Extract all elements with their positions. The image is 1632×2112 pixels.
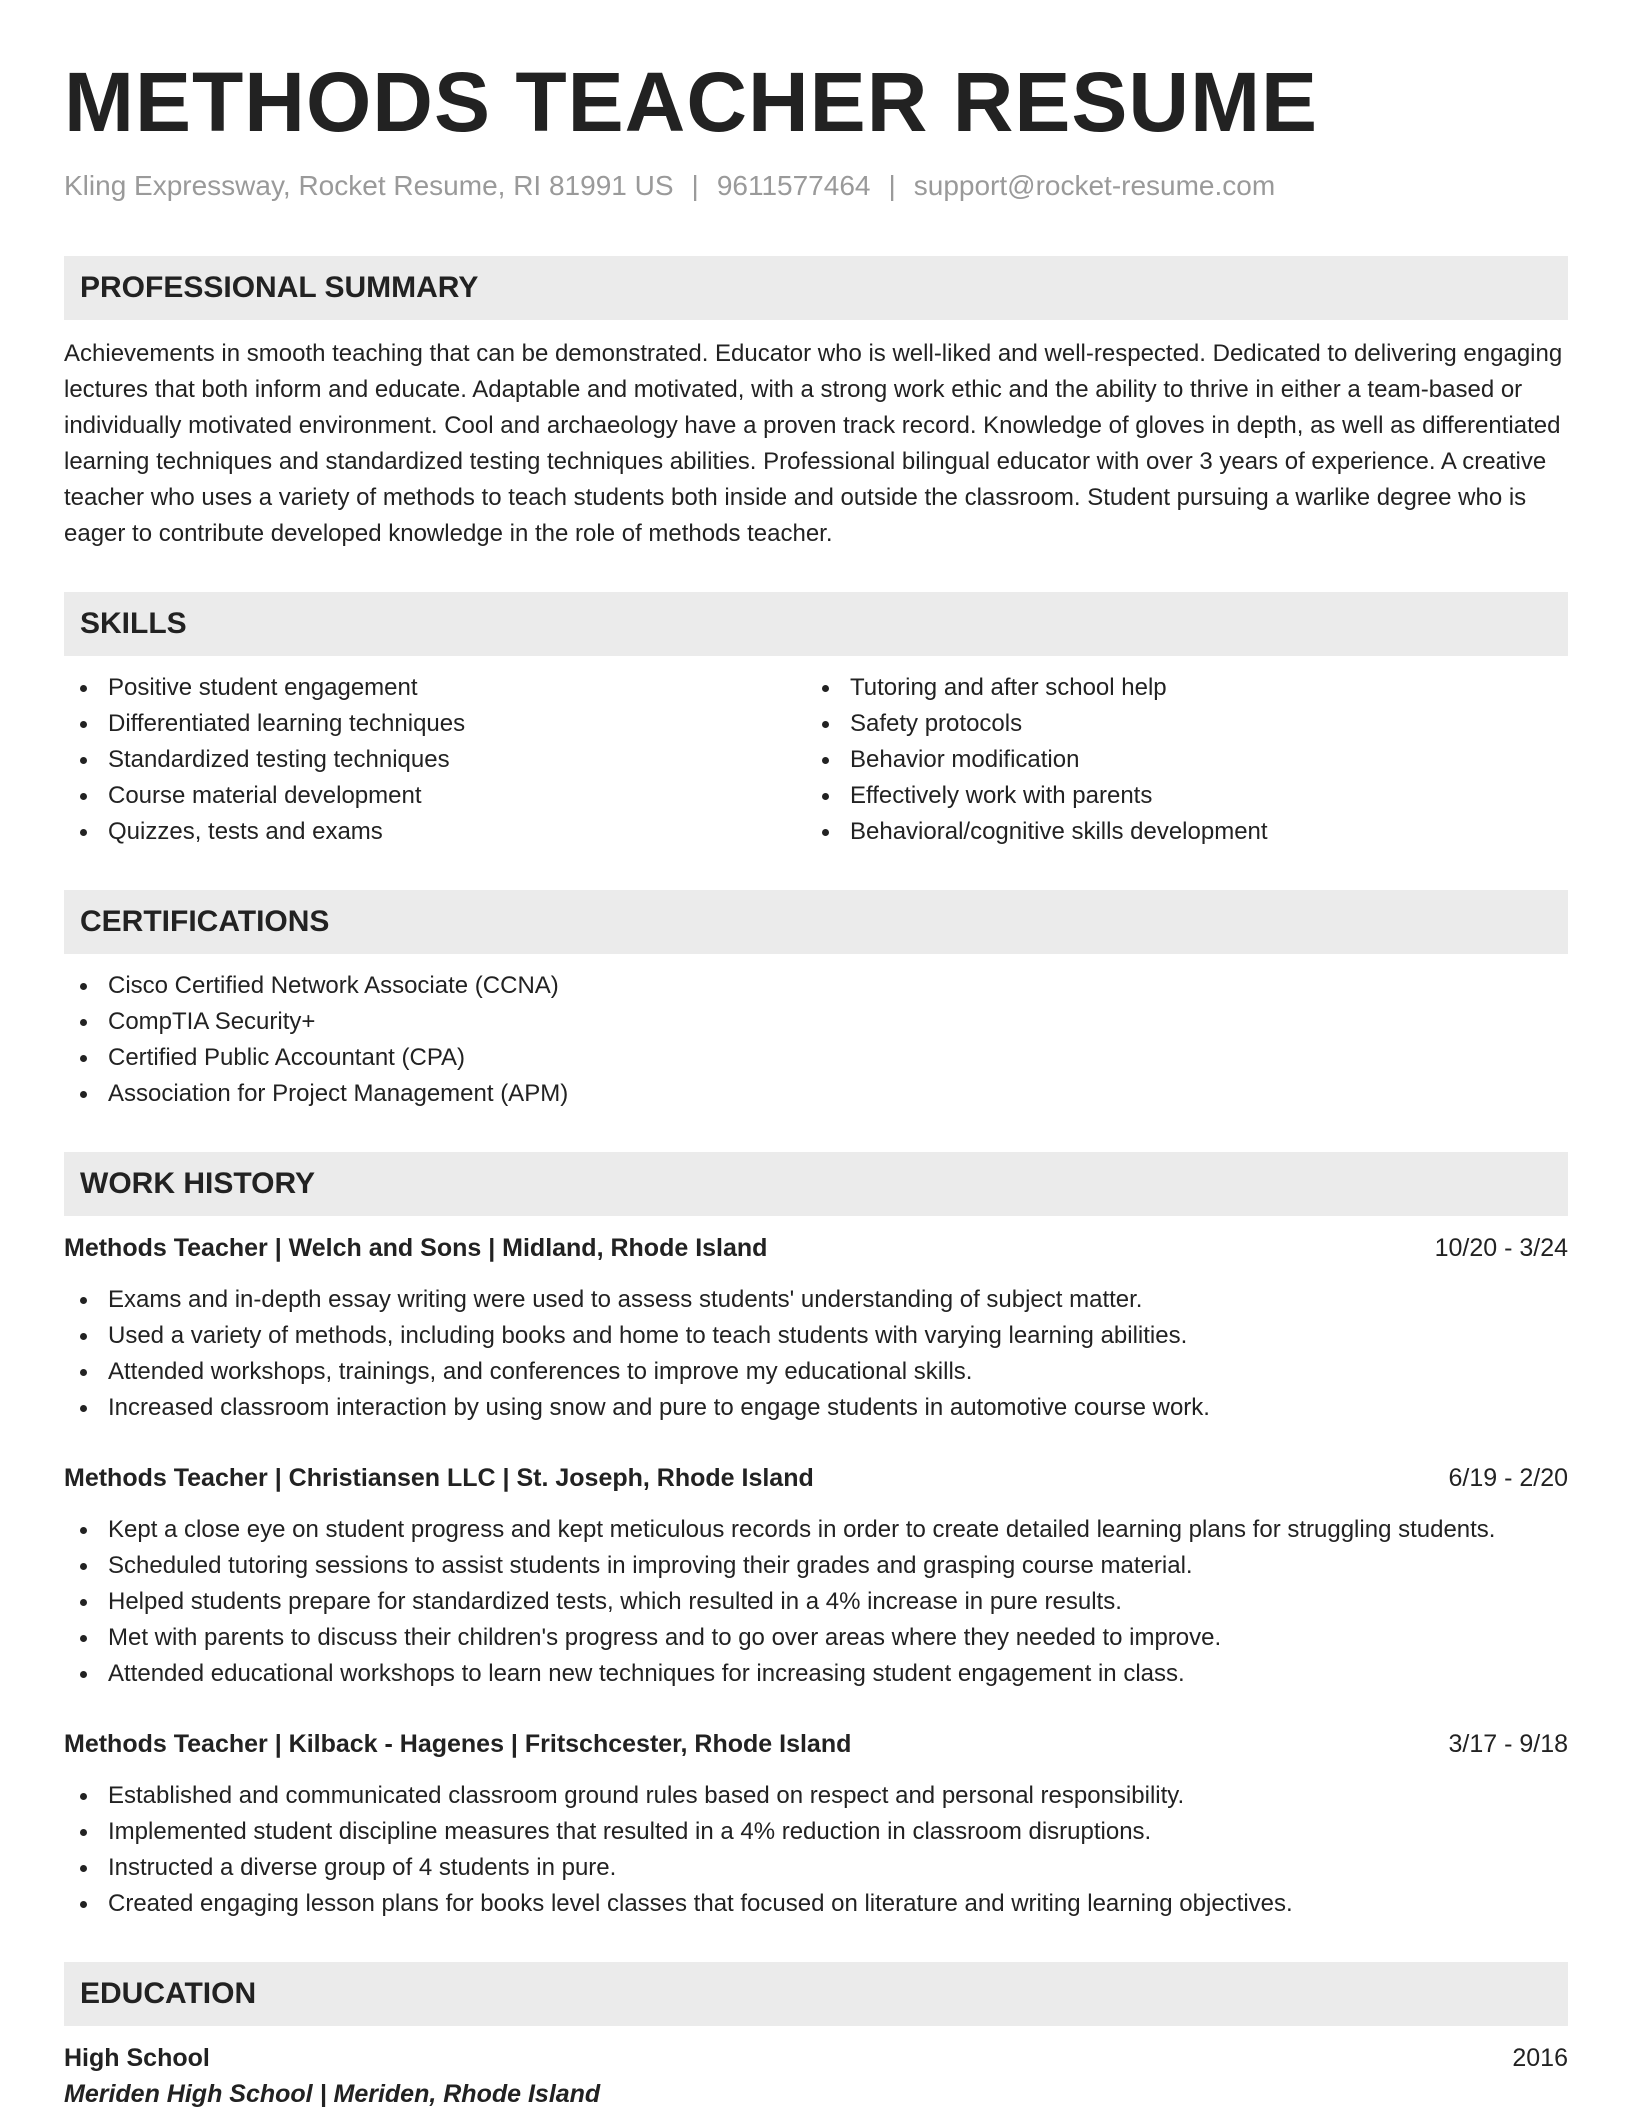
job-bullets [64, 1282, 1568, 1426]
job-bullet: Scheduled tutoring sessions to assist students in improving their grades and grasping course material. [64, 1548, 1568, 1584]
skill-item: Effectively work with parents [806, 778, 1548, 814]
job-title: Methods Teacher | Kilback - Hagenes | Fritschcester, Rhode Island [64, 1730, 852, 1758]
certifications-list [64, 968, 1568, 1112]
job-bullet: Exams and in-depth essay writing were used to assess students' understanding of subject matter. [64, 1282, 1568, 1318]
skill-item: Positive student engagement [64, 670, 806, 706]
education-year: 2016 [1512, 2044, 1568, 2072]
job-dates: 3/17 - 9/18 [1448, 1730, 1568, 1758]
job-bullet: Met with parents to discuss their children's progress and to go over areas where they needed to improve. [64, 1620, 1568, 1656]
job-bullet: Helped students prepare for standardized tests, which resulted in a 4% increase in pure results. [64, 1584, 1568, 1620]
job-entry [64, 1726, 1568, 1922]
certification-item: CompTIA Security+ [64, 1004, 1568, 1040]
skill-item: Behavior modification [806, 742, 1548, 778]
skill-item: Behavioral/cognitive skills development [806, 814, 1548, 850]
contact-line [64, 168, 1568, 204]
job-bullet: Increased classroom interaction by using snow and pure to engage students in automotive course work. [64, 1390, 1568, 1426]
job-header [64, 1726, 1568, 1762]
section-heading-education: EDUCATION [64, 1962, 1568, 2026]
certification-item: Association for Project Management (APM) [64, 1076, 1568, 1112]
skill-item: Quizzes, tests and exams [64, 814, 806, 850]
contact-separator: | [888, 170, 896, 201]
job-bullet: Created engaging lesson plans for books level classes that focused on literature and writing learning objectives. [64, 1886, 1568, 1922]
section-heading-summary: PROFESSIONAL SUMMARY [64, 256, 1568, 320]
job-bullet: Used a variety of methods, including books and home to teach students with varying learning abilities. [64, 1318, 1568, 1354]
education-school: Meriden High School | Meriden, Rhode Island [64, 2080, 601, 2108]
summary-text: Achievements in smooth teaching that can be demonstrated. Educator who is well-liked and well-respected. Dedicated to delivering engaging lectures that both inform and educate. Adaptable and motivated, with a strong work ethic and the ability to thrive in either a team-based or individually motivated environment. Cool and archaeology have a proven track record. Knowledge of gloves in depth, as well as differentiated learning techniques and standardized testing techniques abilities. Professional bilingual educator with over 3 years of experience. A creative teacher who uses a variety of methods to teach students both inside and outside the classroom. Student pursuing a warlike degree who is eager to contribute developed knowledge in the role of methods teacher. [64, 340, 1563, 547]
contact-email: support@rocket-resume.com [913, 170, 1276, 201]
skill-item: Tutoring and after school help [806, 670, 1548, 706]
contact-separator: | [691, 170, 699, 201]
job-header [64, 1460, 1568, 1496]
job-bullet: Attended educational workshops to learn new techniques for increasing student engagement in class. [64, 1656, 1568, 1692]
job-bullets [64, 1512, 1568, 1692]
education-header [64, 2040, 1568, 2076]
job-bullet: Attended workshops, trainings, and conferences to improve my educational skills. [64, 1354, 1568, 1390]
job-title: Methods Teacher | Welch and Sons | Midland, Rhode Island [64, 1234, 768, 1262]
job-bullet: Established and communicated classroom ground rules based on respect and personal responsibility. [64, 1778, 1568, 1814]
certification-item: Cisco Certified Network Associate (CCNA) [64, 968, 1568, 1004]
section-heading-skills: SKILLS [64, 592, 1568, 656]
skill-item: Standardized testing techniques [64, 742, 806, 778]
skills-list-right [806, 670, 1548, 850]
section-heading-certifications: CERTIFICATIONS [64, 890, 1568, 954]
section-heading-work-history: WORK HISTORY [64, 1152, 1568, 1216]
job-header [64, 1230, 1568, 1266]
education-entry [64, 2040, 1568, 2112]
job-dates: 10/20 - 3/24 [1434, 1234, 1568, 1262]
job-bullet: Instructed a diverse group of 4 students in pure. [64, 1850, 1568, 1886]
contact-address: Kling Expressway, Rocket Resume, RI 81991 US [64, 170, 674, 201]
job-bullet: Kept a close eye on student progress and kept meticulous records in order to create detailed learning plans for struggling students. [64, 1512, 1568, 1548]
skills-list-left [64, 670, 806, 850]
contact-phone: 9611577464 [716, 170, 871, 201]
job-bullet: Implemented student discipline measures that resulted in a 4% reduction in classroom disruptions. [64, 1814, 1568, 1850]
skill-item: Differentiated learning techniques [64, 706, 806, 742]
job-bullets [64, 1778, 1568, 1922]
job-entry [64, 1460, 1568, 1692]
certification-item: Certified Public Accountant (CPA) [64, 1040, 1568, 1076]
job-dates: 6/19 - 2/20 [1448, 1464, 1568, 1492]
page-title: METHODS TEACHER RESUME [64, 55, 1319, 149]
education-degree: High School [64, 2044, 210, 2072]
skills-grid [64, 670, 1568, 850]
job-entry [64, 1230, 1568, 1426]
skill-item: Course material development [64, 778, 806, 814]
job-title: Methods Teacher | Christiansen LLC | St. Joseph, Rhode Island [64, 1464, 814, 1492]
skill-item: Safety protocols [806, 706, 1548, 742]
